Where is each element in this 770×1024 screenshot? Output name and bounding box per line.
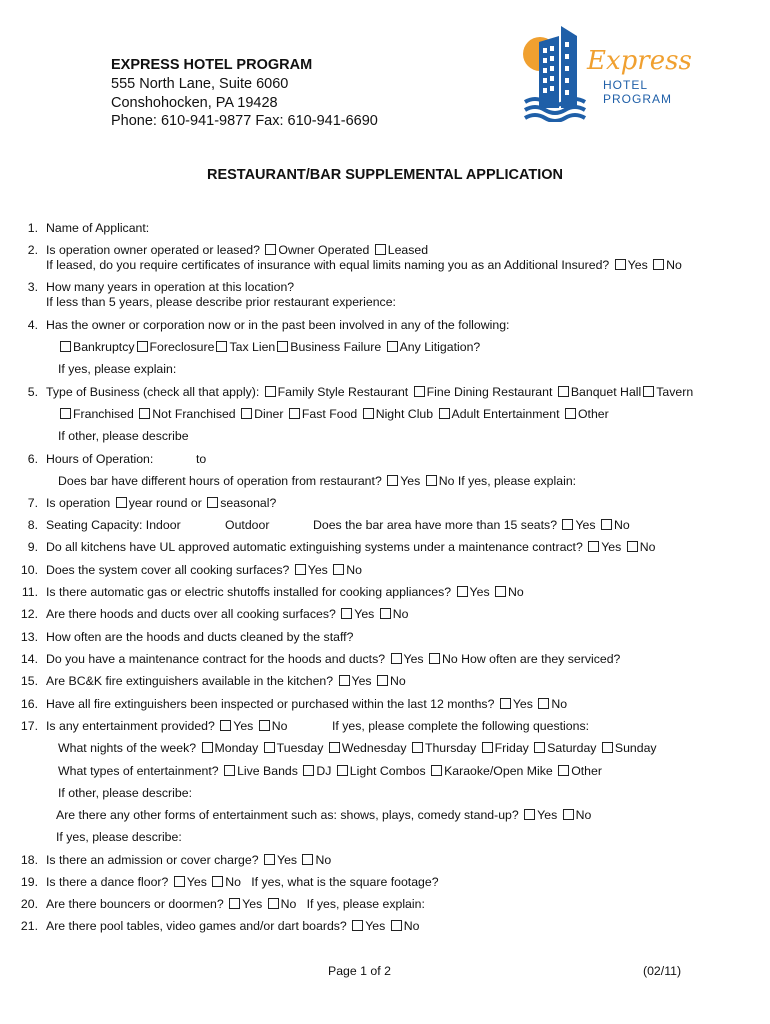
wednesday-label: Wednesday	[341, 741, 407, 755]
q19-row	[46, 875, 439, 889]
yes-label: Yes	[512, 697, 533, 711]
q6-sub-text: Does bar have different hours of operation from restaurant?	[58, 474, 382, 488]
q7-text: Is operation	[46, 496, 111, 510]
q12-row	[46, 607, 408, 621]
seasonal-label: seasonal?	[220, 496, 277, 510]
q17-forms-row	[56, 808, 591, 822]
no-label: No	[346, 563, 362, 577]
q17-types-row	[58, 764, 602, 778]
q8-bar-row	[313, 518, 630, 532]
q17-nights-text: What nights of the week?	[58, 741, 197, 755]
yes-label: Yes	[277, 853, 298, 867]
q17-text: Is any entertainment provided?	[46, 719, 215, 733]
no-label: No	[280, 897, 297, 911]
q16-yes-checkbox[interactable]	[500, 698, 511, 709]
other-entertainment-checkbox[interactable]	[558, 765, 569, 776]
q20-number: 20.	[20, 897, 38, 911]
q17-no-checkbox[interactable]	[259, 720, 270, 731]
no-label: No	[551, 697, 568, 711]
any-litigation-label: Any Litigation?	[399, 340, 481, 354]
q5-number: 5.	[27, 385, 38, 399]
any-litigation-checkbox[interactable]	[387, 341, 398, 352]
q8-bar-text: Does the bar area have more than 15 seats?	[313, 518, 558, 532]
q20-explain-text: If yes, please explain:	[306, 897, 425, 911]
q21-number: 21.	[20, 919, 38, 933]
thursday-checkbox[interactable]	[412, 742, 423, 753]
diner-checkbox[interactable]	[241, 408, 252, 419]
q18-yes-checkbox[interactable]	[264, 854, 275, 865]
family-style-checkbox[interactable]	[265, 386, 276, 397]
q2-text: Is operation owner operated or leased?	[46, 243, 260, 257]
no-label: No	[508, 585, 524, 599]
q6-number: 6.	[27, 452, 38, 466]
sunday-label: Sunday	[614, 741, 657, 755]
thursday-label: Thursday	[424, 741, 477, 755]
q15-text: Are BC&K fire extinguishers available in the kitchen?	[46, 674, 334, 688]
other-entertainment-label: Other	[571, 764, 602, 778]
q5-row	[46, 385, 693, 399]
q10-text: Does the system cover all cooking surfaces?	[46, 563, 290, 577]
no-label: No	[315, 853, 332, 867]
q4-number: 4.	[27, 318, 38, 332]
q9-row	[46, 540, 655, 554]
q2-row	[46, 243, 428, 257]
yes-label: Yes	[601, 540, 622, 554]
owner-operated-label: Owner Operated	[278, 243, 370, 257]
fast-food-label: Fast Food	[301, 407, 358, 421]
q17-yes-checkbox[interactable]	[220, 720, 231, 731]
q14-no-serviced: No How often are they serviced?	[441, 652, 621, 666]
q9-no-checkbox[interactable]	[627, 541, 638, 552]
q2-yes-checkbox[interactable]	[615, 259, 626, 270]
q17-forms-text: Are there any other forms of entertainment such as: shows, plays, comedy stand-up?	[56, 808, 519, 822]
no-label: No	[390, 674, 406, 688]
q12-no-checkbox[interactable]	[380, 608, 391, 619]
dj-checkbox[interactable]	[303, 765, 314, 776]
yes-label: Yes	[469, 585, 490, 599]
phone-fax: Phone: 610-941-9877 Fax: 610-941-6690	[111, 113, 378, 129]
q15-row	[46, 674, 406, 688]
yes-label: Yes	[403, 652, 424, 666]
q11-row	[46, 585, 524, 599]
express-hotel-logo	[515, 22, 695, 122]
q10-row	[46, 563, 362, 577]
friday-checkbox[interactable]	[482, 742, 493, 753]
q17-ifother: If other, please describe:	[58, 786, 192, 800]
diner-label: Diner	[254, 407, 284, 421]
q17-forms-yes-checkbox[interactable]	[524, 809, 535, 820]
other-business-label: Other	[577, 407, 609, 421]
q18-no-checkbox[interactable]	[302, 854, 313, 865]
q6-yes-checkbox[interactable]	[387, 475, 398, 486]
q19-footage-text: If yes, what is the square footage?	[251, 875, 439, 889]
q6-sub-row	[58, 474, 576, 488]
q7-row	[46, 496, 276, 510]
year-round-label: year round or	[128, 496, 202, 510]
document-title: RESTAURANT/BAR SUPPLEMENTAL APPLICATION	[206, 167, 564, 183]
other-business-checkbox[interactable]	[565, 408, 576, 419]
banquet-hall-checkbox[interactable]	[558, 386, 569, 397]
q2-number: 2.	[27, 243, 38, 257]
light-combos-label: Light Combos	[349, 764, 426, 778]
franchised-checkbox[interactable]	[60, 408, 71, 419]
q3-text: How many years in operation at this location?	[46, 280, 295, 294]
page-number: Page 1 of 2	[328, 964, 391, 978]
q5-describe: If other, please describe	[58, 429, 189, 443]
yes-label: Yes	[354, 607, 375, 621]
night-club-label: Night Club	[375, 407, 434, 421]
q2-no-checkbox[interactable]	[653, 259, 664, 270]
q12-yes-checkbox[interactable]	[341, 608, 352, 619]
q21-no-checkbox[interactable]	[391, 920, 402, 931]
seasonal-checkbox[interactable]	[207, 497, 218, 508]
q18-number: 18.	[20, 853, 38, 867]
karaoke-label: Karaoke/Open Mike	[444, 764, 553, 778]
q12-text: Are there hoods and ducts over all cooking surfaces?	[46, 607, 336, 621]
wednesday-checkbox[interactable]	[329, 742, 340, 753]
owner-operated-checkbox[interactable]	[265, 244, 276, 255]
q14-yes-checkbox[interactable]	[391, 653, 402, 664]
not-franchised-label: Not Franchised	[152, 407, 236, 421]
q13-text: How often are the hoods and ducts cleaned by the staff?	[46, 630, 354, 644]
q5-text: Type of Business (check all that apply):	[46, 385, 260, 399]
q10-yes-checkbox[interactable]	[295, 564, 306, 575]
tavern-label: Tavern	[656, 385, 694, 399]
adult-entertainment-label: Adult Entertainment	[451, 407, 560, 421]
q12-number: 12.	[20, 607, 38, 621]
yes-label: Yes	[400, 474, 421, 488]
yes-label: Yes	[307, 563, 328, 577]
q16-text: Have all fire extinguishers been inspected or purchased within the last 12 months?	[46, 697, 495, 711]
banquet-hall-label: Banquet Hall	[570, 385, 642, 399]
dj-label: DJ	[316, 764, 332, 778]
tax-lien-checkbox[interactable]	[216, 341, 227, 352]
q6-no-checkbox[interactable]	[426, 475, 437, 486]
q15-yes-checkbox[interactable]	[339, 675, 350, 686]
q11-text: Is there automatic gas or electric shutoffs installed for cooking appliances?	[46, 585, 452, 599]
q19-number: 19.	[20, 875, 38, 889]
q21-text: Are there pool tables, video games and/or dart boards?	[46, 919, 347, 933]
q13-number: 13.	[20, 630, 38, 644]
monday-checkbox[interactable]	[202, 742, 213, 753]
q20-text: Are there bouncers or doormen?	[46, 897, 224, 911]
foreclosure-checkbox[interactable]	[137, 341, 148, 352]
tavern-checkbox[interactable]	[643, 386, 654, 397]
yes-label: Yes	[351, 674, 372, 688]
fine-dining-checkbox[interactable]	[414, 386, 425, 397]
yes-label: Yes	[627, 258, 648, 272]
q8-no-checkbox[interactable]	[601, 519, 612, 530]
q18-text: Is there an admission or cover charge?	[46, 853, 259, 867]
q8-text: Seating Capacity: Indoor	[46, 518, 181, 532]
q18-row	[46, 853, 331, 867]
q15-no-checkbox[interactable]	[377, 675, 388, 686]
q2-sub-row	[46, 258, 682, 272]
q5-options-row	[58, 407, 609, 421]
logo-word-hotel: HOTEL	[603, 78, 649, 92]
q6-text: Hours of Operation:	[46, 452, 154, 466]
q19-no-checkbox[interactable]	[212, 876, 223, 887]
q1-text: Name of Applicant:	[46, 221, 150, 235]
q19-text: Is there a dance floor?	[46, 875, 169, 889]
q14-no-checkbox[interactable]	[429, 653, 440, 664]
q1-number: 1.	[27, 221, 38, 235]
tuesday-checkbox[interactable]	[264, 742, 275, 753]
franchised-label: Franchised	[73, 407, 134, 421]
q17-number: 17.	[20, 719, 38, 733]
yes-label: Yes	[242, 897, 263, 911]
leased-checkbox[interactable]	[375, 244, 386, 255]
q15-number: 15.	[20, 674, 38, 688]
q20-row	[46, 897, 425, 911]
q14-row	[46, 652, 620, 666]
monday-label: Monday	[214, 741, 259, 755]
q17-types-text: What types of entertainment?	[58, 764, 219, 778]
tax-lien-label: Tax Lien	[229, 340, 276, 354]
q7-number: 7.	[27, 496, 38, 510]
q17-complete-text: If yes, please complete the following questions:	[332, 719, 590, 733]
sunday-checkbox[interactable]	[602, 742, 613, 753]
tuesday-label: Tuesday	[276, 741, 324, 755]
q8-number: 8.	[27, 518, 38, 532]
bankruptcy-checkbox[interactable]	[60, 341, 71, 352]
live-bands-label: Live Bands	[237, 764, 298, 778]
q10-no-checkbox[interactable]	[333, 564, 344, 575]
no-label: No	[225, 875, 242, 889]
q21-yes-checkbox[interactable]	[352, 920, 363, 931]
yes-label: Yes	[575, 518, 596, 532]
light-combos-checkbox[interactable]	[337, 765, 348, 776]
no-label: No	[271, 719, 288, 733]
q21-row	[46, 919, 419, 933]
business-failure-label: Business Failure	[290, 340, 382, 354]
q4-options-row	[58, 340, 480, 354]
q6-to: to	[196, 452, 207, 466]
not-franchised-checkbox[interactable]	[139, 408, 150, 419]
saturday-label: Saturday	[547, 741, 597, 755]
fine-dining-label: Fine Dining Restaurant	[426, 385, 553, 399]
leased-label: Leased	[387, 243, 429, 257]
no-label: No	[403, 919, 420, 933]
q8-yes-checkbox[interactable]	[562, 519, 573, 530]
no-label: No	[666, 258, 682, 272]
yes-label: Yes	[365, 919, 386, 933]
q10-number: 10.	[20, 563, 38, 577]
q9-number: 9.	[27, 540, 38, 554]
org-name: EXPRESS HOTEL PROGRAM	[111, 57, 313, 73]
q9-yes-checkbox[interactable]	[588, 541, 599, 552]
q16-row	[46, 697, 567, 711]
q6-no-explain: No If yes, please explain:	[438, 474, 577, 488]
q20-yes-checkbox[interactable]	[229, 898, 240, 909]
no-label: No	[613, 518, 630, 532]
q4-text: Has the owner or corporation now or in the past been involved in any of the following:	[46, 318, 510, 332]
bankruptcy-label: Bankruptcy	[73, 340, 135, 354]
form-date: (02/11)	[643, 964, 682, 978]
q3-number: 3.	[27, 280, 38, 294]
address-line-1: 555 North Lane, Suite 6060	[111, 76, 289, 92]
q14-number: 14.	[20, 652, 38, 666]
yes-label: Yes	[186, 875, 207, 889]
adult-entertainment-checkbox[interactable]	[439, 408, 450, 419]
q16-no-checkbox[interactable]	[538, 698, 549, 709]
yes-label: Yes	[233, 719, 254, 733]
family-style-label: Family Style Restaurant	[277, 385, 409, 399]
q17-forms-no-checkbox[interactable]	[563, 809, 574, 820]
q11-yes-checkbox[interactable]	[457, 586, 468, 597]
foreclosure-label: Foreclosure	[149, 340, 215, 354]
q2-sub-text: If leased, do you require certificates of insurance with equal limits naming you as an Additional Insured?	[46, 258, 610, 272]
year-round-checkbox[interactable]	[116, 497, 127, 508]
q20-no-checkbox[interactable]	[268, 898, 279, 909]
q19-yes-checkbox[interactable]	[174, 876, 185, 887]
live-bands-checkbox[interactable]	[224, 765, 235, 776]
saturday-checkbox[interactable]	[534, 742, 545, 753]
no-label: No	[639, 540, 656, 554]
yes-label: Yes	[537, 808, 558, 822]
karaoke-checkbox[interactable]	[431, 765, 442, 776]
night-club-checkbox[interactable]	[363, 408, 374, 419]
q17-row	[46, 719, 287, 733]
q17-describe: If yes, please describe:	[56, 830, 182, 844]
no-label: No	[575, 808, 592, 822]
q3-sub-text: If less than 5 years, please describe prior restaurant experience:	[46, 295, 396, 309]
logo-word-program: PROGRAM	[603, 92, 673, 106]
q16-number: 16.	[20, 697, 38, 711]
address-line-2: Conshohocken, PA 19428	[111, 95, 278, 111]
q9-text: Do all kitchens have UL approved automatic extinguishing systems under a maintenance contract?	[46, 540, 583, 554]
q4-explain: If yes, please explain:	[58, 362, 177, 376]
q11-number: 11.	[21, 585, 38, 599]
no-label: No	[392, 607, 409, 621]
fast-food-checkbox[interactable]	[289, 408, 300, 419]
q14-text: Do you have a maintenance contract for the hoods and ducts?	[46, 652, 386, 666]
q11-no-checkbox[interactable]	[495, 586, 506, 597]
q8-outdoor: Outdoor	[225, 518, 270, 532]
q17-nights-row	[58, 741, 657, 755]
business-failure-checkbox[interactable]	[277, 341, 288, 352]
friday-label: Friday	[494, 741, 529, 755]
logo-word-express: Express	[587, 46, 692, 76]
